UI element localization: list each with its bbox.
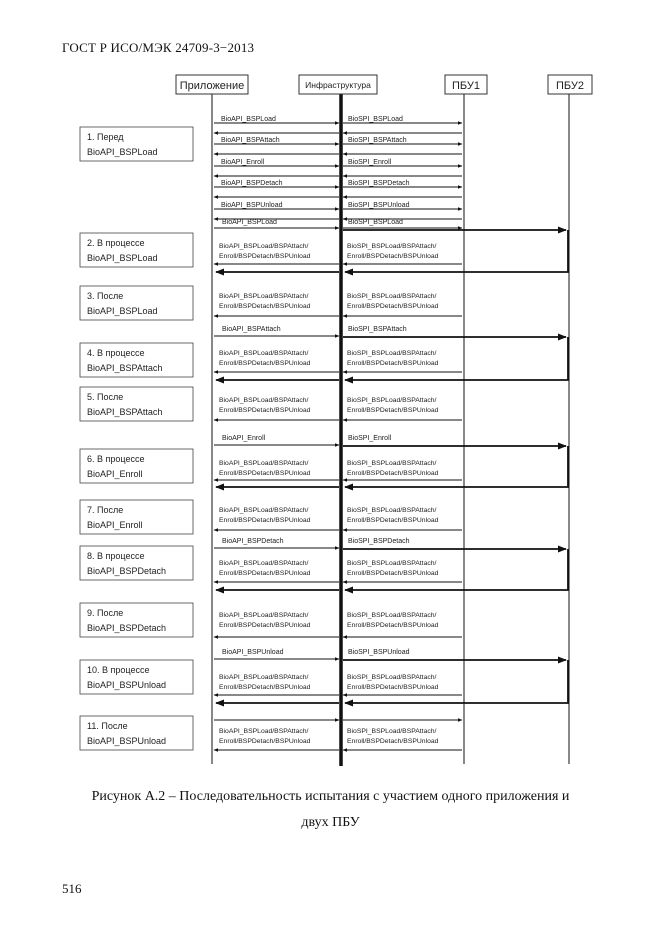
- message-label: Enroll/BSPDetach/BSPUnload: [219, 684, 311, 691]
- message-label: BioSPI_BSPLoad/BSPAttach/: [347, 560, 437, 567]
- message-label: BioAPI_BSPUnload: [221, 202, 283, 209]
- message-arrow-bsp2-return: [345, 660, 568, 703]
- message-label: Enroll/BSPDetach/BSPUnload: [219, 360, 311, 367]
- message-label: BioSPI_BSPLoad/BSPAttach/: [347, 243, 437, 250]
- phase-step-label: 2. В процессе: [87, 238, 145, 248]
- message-label: Enroll/BSPDetach/BSPUnload: [219, 470, 311, 477]
- phase-step-label: 8. В процессе: [87, 551, 145, 561]
- message-label: BioAPI_BSPAttach: [221, 137, 280, 144]
- participant-bsp1-label: ПБУ1: [452, 80, 480, 92]
- message-label: BioSPI_BSPDetach: [348, 538, 410, 545]
- message-label: Enroll/BSPDetach/BSPUnload: [347, 570, 439, 577]
- message-label: BioAPI_BSPLoad/BSPAttach/: [219, 612, 309, 619]
- message-label: Enroll/BSPDetach/BSPUnload: [219, 303, 311, 310]
- message-label: Enroll/BSPDetach/BSPUnload: [347, 684, 439, 691]
- message-label: BioAPI_BSPDetach: [222, 538, 284, 545]
- message-label: BioSPI_BSPLoad/BSPAttach/: [347, 460, 437, 467]
- phase-box: [80, 286, 193, 320]
- phase-box: [80, 603, 193, 637]
- phase-box: [80, 387, 193, 421]
- figure-caption: Рисунок А.2 – Последовательность испытания с участием одного приложения и: [91, 789, 570, 804]
- phase-box: [80, 343, 193, 377]
- phase-box: [80, 127, 193, 161]
- message-label: BioSPI_BSPAttach: [348, 326, 407, 333]
- message-label: BioSPI_BSPLoad/BSPAttach/: [347, 293, 437, 300]
- message-arrow-bsp2-return: [345, 230, 568, 272]
- message-label: BioSPI_BSPUnload: [348, 649, 410, 656]
- phase-step-label: 6. В процессе: [87, 454, 145, 464]
- message-label: BioAPI_BSPLoad/BSPAttach/: [219, 728, 309, 735]
- message-label: BioSPI_BSPDetach: [348, 180, 410, 187]
- message-label: Enroll/BSPDetach/BSPUnload: [347, 470, 439, 477]
- phase-box: [80, 546, 193, 580]
- message-label: BioAPI_BSPUnload: [222, 649, 284, 656]
- message-label: BioSPI_BSPLoad: [348, 116, 403, 123]
- phase-step-label: 11. После: [87, 721, 128, 731]
- message-label: Enroll/BSPDetach/BSPUnload: [219, 407, 311, 414]
- phase-function-label: BioAPI_BSPDetach: [87, 566, 167, 576]
- document-header: ГОСТ Р ИСО/МЭК 24709-3−2013: [62, 40, 255, 55]
- phase-function-label: BioAPI_BSPUnload: [87, 736, 167, 746]
- message-label: Enroll/BSPDetach/BSPUnload: [347, 407, 439, 414]
- message-label: BioSPI_BSPLoad/BSPAttach/: [347, 612, 437, 619]
- message-label: Enroll/BSPDetach/BSPUnload: [347, 738, 439, 745]
- message-label: BioSPI_BSPLoad/BSPAttach/: [347, 728, 437, 735]
- phase-step-label: 9. После: [87, 608, 124, 618]
- message-label: Enroll/BSPDetach/BSPUnload: [347, 622, 439, 629]
- message-label: BioSPI_BSPLoad/BSPAttach/: [347, 397, 437, 404]
- message-label: Enroll/BSPDetach/BSPUnload: [219, 253, 311, 260]
- phase-box: [80, 233, 193, 267]
- phase-function-label: BioAPI_BSPAttach: [87, 407, 163, 417]
- phase-function-label: BioAPI_BSPLoad: [87, 306, 158, 316]
- message-label: BioSPI_BSPLoad: [348, 219, 403, 226]
- participant-bsp2-label: ПБУ2: [556, 80, 584, 92]
- message-label: BioSPI_BSPLoad/BSPAttach/: [347, 674, 437, 681]
- message-label: BioAPI_BSPLoad/BSPAttach/: [219, 674, 309, 681]
- message-label: BioAPI_Enroll: [222, 435, 266, 442]
- phase-function-label: BioAPI_BSPLoad: [87, 253, 158, 263]
- phase-function-label: BioAPI_Enroll: [87, 520, 143, 530]
- phase-function-label: BioAPI_Enroll: [87, 469, 143, 479]
- message-label: BioAPI_BSPLoad: [222, 219, 277, 226]
- message-label: BioAPI_Enroll: [221, 159, 265, 166]
- phase-box: [80, 660, 193, 694]
- message-label: Enroll/BSPDetach/BSPUnload: [347, 517, 439, 524]
- figure-caption-continuation: двух ПБУ: [301, 815, 360, 830]
- message-label: Enroll/BSPDetach/BSPUnload: [219, 570, 311, 577]
- message-label: BioSPI_BSPLoad/BSPAttach/: [347, 350, 437, 357]
- message-label: Enroll/BSPDetach/BSPUnload: [347, 303, 439, 310]
- message-label: BioAPI_BSPLoad/BSPAttach/: [219, 460, 309, 467]
- message-arrow-bsp2-return: [345, 337, 568, 380]
- message-label: BioAPI_BSPLoad/BSPAttach/: [219, 350, 309, 357]
- message-label: BioAPI_BSPDetach: [221, 180, 283, 187]
- message-label: BioSPI_BSPUnload: [348, 202, 410, 209]
- phase-function-label: BioAPI_BSPUnload: [87, 680, 167, 690]
- phase-step-label: 7. После: [87, 505, 124, 515]
- phase-step-label: 10. В процессе: [87, 665, 150, 675]
- phase-step-label: 3. После: [87, 291, 124, 301]
- message-label: Enroll/BSPDetach/BSPUnload: [219, 738, 311, 745]
- message-label: BioSPI_BSPLoad/BSPAttach/: [347, 507, 437, 514]
- phase-box: [80, 449, 193, 483]
- message-label: BioAPI_BSPLoad/BSPAttach/: [219, 293, 309, 300]
- message-label: BioSPI_Enroll: [348, 159, 392, 166]
- message-label: BioAPI_BSPLoad/BSPAttach/: [219, 560, 309, 567]
- phase-function-label: BioAPI_BSPLoad: [87, 147, 158, 157]
- phase-function-label: BioAPI_BSPDetach: [87, 623, 167, 633]
- message-label: BioAPI_BSPLoad/BSPAttach/: [219, 243, 309, 250]
- phase-box: [80, 500, 193, 534]
- phase-box: [80, 716, 193, 750]
- page-number: 516: [62, 881, 82, 896]
- message-label: Enroll/BSPDetach/BSPUnload: [347, 253, 439, 260]
- phase-step-label: 4. В процессе: [87, 348, 145, 358]
- message-label: BioAPI_BSPAttach: [222, 326, 281, 333]
- participant-application-label: Приложение: [179, 80, 245, 92]
- message-label: Enroll/BSPDetach/BSPUnload: [347, 360, 439, 367]
- message-label: BioSPI_Enroll: [348, 435, 392, 442]
- message-label: Enroll/BSPDetach/BSPUnload: [219, 622, 311, 629]
- participant-infrastructure-label: Инфраструктура: [305, 80, 371, 90]
- message-label: BioAPI_BSPLoad/BSPAttach/: [219, 397, 309, 404]
- message-label: BioSPI_BSPAttach: [348, 137, 407, 144]
- phase-function-label: BioAPI_BSPAttach: [87, 363, 163, 373]
- message-label: Enroll/BSPDetach/BSPUnload: [219, 517, 311, 524]
- phase-step-label: 5. После: [87, 392, 124, 402]
- phase-step-label: 1. Перед: [87, 132, 124, 142]
- message-label: BioAPI_BSPLoad/BSPAttach/: [219, 507, 309, 514]
- message-label: BioAPI_BSPLoad: [221, 116, 276, 123]
